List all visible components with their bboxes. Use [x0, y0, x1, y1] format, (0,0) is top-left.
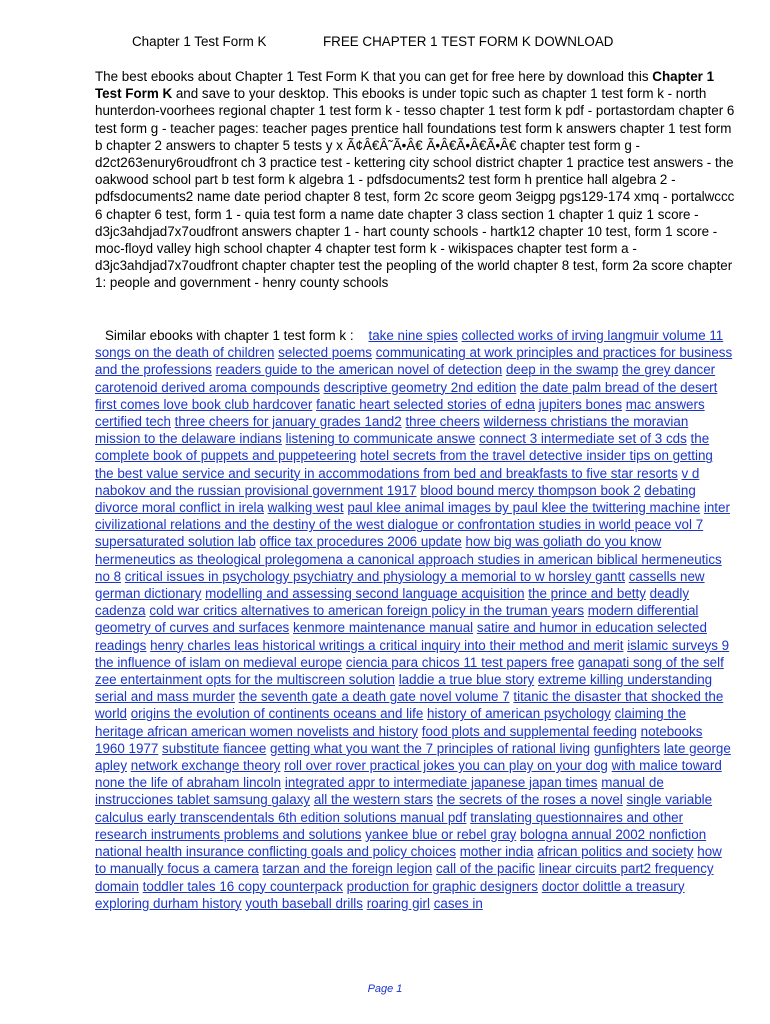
ebook-link[interactable]: the date palm bread of the desert — [520, 379, 718, 395]
ebook-link[interactable]: islamic surveys 9 the influence of islam on medieval europe — [95, 637, 730, 670]
ebook-link[interactable]: inter civilizational relations and the destiny of the west dialogue or confrontation studies in world peace vol 7 — [95, 500, 730, 533]
ebook-link[interactable]: supersaturated solution lab — [95, 534, 256, 550]
ebook-link[interactable]: deadly cadenza — [95, 586, 690, 619]
ebook-link[interactable]: production for graphic designers — [346, 878, 538, 894]
ebook-link[interactable]: all the western stars — [313, 792, 433, 808]
ebook-link[interactable]: the secrets of the roses a novel — [436, 792, 623, 808]
ebook-link[interactable]: youth baseball drills — [245, 895, 363, 911]
intro-paragraph — [95, 68, 735, 292]
ebook-link[interactable]: gunfighters — [593, 740, 661, 756]
ebook-link[interactable]: linear circuits part2 frequency domain — [95, 861, 714, 894]
ebook-link[interactable]: translating questionnaires and other research instruments problems and solutions — [95, 809, 684, 842]
ebook-link[interactable]: cassells new german dictionary — [95, 568, 705, 602]
ebook-link[interactable]: readers guide to the american novel of detection — [215, 362, 503, 378]
header-title-left: Chapter 1 Test Form K — [132, 34, 267, 49]
ebook-link[interactable]: exploring durham history — [95, 895, 242, 911]
ebook-link[interactable]: collected works of irving langmuir volume 11 — [461, 328, 724, 343]
ebook-link[interactable]: african politics and society — [537, 844, 694, 860]
ebook-link[interactable]: hotel secrets from the travel detective insider tips on getting the best value service and security in accommodations from bed and breakfasts to five star resorts — [95, 448, 713, 481]
ebook-link[interactable]: three cheers for january grades 1and2 — [174, 414, 402, 430]
ebook-link[interactable]: roll over rover practical jokes you can play on your dog — [284, 758, 608, 774]
ebook-link[interactable]: fanatic heart selected stories of edna — [316, 396, 535, 412]
ebook-link[interactable]: cold war critics alternatives to american foreign policy in the truman years — [149, 603, 585, 619]
ebook-link[interactable]: network exchange theory — [130, 758, 281, 774]
ebook-link[interactable]: carotenoid derived aroma compounds — [95, 379, 320, 395]
ebook-link[interactable]: tarzan and the foreign legion — [262, 861, 433, 877]
similar-ebooks-lead: Similar ebooks with chapter 1 test form k : — [105, 328, 354, 343]
ebook-link[interactable]: food plots and supplemental feeding — [421, 723, 637, 739]
ebook-link[interactable]: mother india — [459, 844, 534, 860]
ebook-link[interactable]: cases in — [433, 895, 483, 911]
ebook-link[interactable]: ganapati song of the self — [577, 654, 724, 670]
ebook-link[interactable]: integrated appr to intermediate japanese japan times — [284, 775, 598, 791]
intro-text-rest: and save to your desktop. This ebooks is under topic such as chapter 1 test form k - north hunterdon-voorhees regional chapter 1 test form k - tesso chapter 1 test form k pdf - portastordam chapter 6 test form g - teacher pages: teacher pages prentice hall foundations test form k answers chapter 1 test form b chapter 2 answers to chapter 5 tests y x Ã¢Â€Â˜Ã•Â€ Ã•Â€Ã•Â€Ã•Â€ chapter test form g - d2ct263enury6roudfront ch 3 practice test - kettering city school district chapter 1 practice test answers - the oakwood school part b test form k algebra 1 - pdfsdocuments2 test form h prentice hall algebra 2 - pdfsdocuments2 name date period chapter 8 test, form 2c score geom 3eigpg pgs129-174 xmq - portalwccc 6 chapter 6 test, form 1 - quia test form a name date chapter 3 class section 1 chapter 1 quiz 1 score - d3jc3ahdjad7x7oudfront answers chapter 1 - hart county schools - hartk12 chapter 10 test, form 1 score - moc-floyd valley high school chapter 4 chapter test form k - wikispaces chapter test form a - d3jc3ahdjad7x7oudfront chapter chapter test the peopling of the world chapter 8 test, form 2a score chapter 1: people and government - henry county schools — [95, 86, 735, 291]
ebook-link[interactable]: modern differential geometry of curves and surfaces — [95, 603, 699, 636]
ebook-link[interactable]: national health insurance conflicting goals and policy choices — [95, 844, 457, 860]
ebook-link[interactable]: titanic the disaster that shocked the world — [95, 689, 724, 722]
ebook-link[interactable]: henry charles leas historical writings a critical inquiry into their method and merit — [150, 637, 624, 653]
ebook-link[interactable]: walking west — [267, 500, 344, 516]
ebook-link[interactable]: office tax procedures 2006 update — [259, 534, 462, 550]
ebook-link[interactable]: the seventh gate a death gate novel volume 7 — [238, 689, 510, 705]
ebook-link[interactable]: the complete book of puppets and puppeteering — [95, 431, 710, 464]
ebook-link[interactable]: jupiters bones — [538, 396, 623, 412]
ebook-link[interactable]: blood bound mercy thompson book 2 — [420, 482, 641, 498]
intro-text-start: The best ebooks about Chapter 1 Test Form K that you can get for free here by download this — [95, 69, 653, 84]
page-number: Page 1 — [367, 983, 403, 995]
intro-bold-title: Chapter 1 Test Form K — [95, 69, 715, 102]
ebook-link[interactable]: three cheers — [405, 414, 480, 430]
ebook-link[interactable]: claiming the heritage african american women novelists and history — [95, 706, 687, 739]
ebook-link[interactable]: call of the pacific — [435, 861, 535, 877]
ebook-link[interactable]: with malice toward none the life of abraham lincoln — [95, 758, 722, 791]
ebook-link[interactable]: selected poems — [278, 345, 372, 361]
ebook-link[interactable]: communicating at work principles and practices for business and the professions — [95, 345, 733, 378]
ebook-link[interactable]: hermeneutics as theological prolegomena a canonical approach studies in american biblical hermeneutics no 8 — [95, 551, 722, 584]
ebook-link[interactable]: the grey dancer — [622, 362, 716, 378]
ebook-link[interactable]: bologna annual 2002 nonfiction — [520, 826, 707, 842]
similar-ebooks-section — [95, 327, 735, 912]
page-header — [0, 34, 770, 54]
ebook-link[interactable]: deep in the swamp — [505, 362, 619, 378]
ebook-link[interactable]: zee entertainment opts for the multiscreen solution — [95, 672, 395, 688]
ebook-link[interactable]: mac answers certified tech — [95, 396, 705, 430]
ebook-link[interactable]: satire and humor in education selected readings — [95, 620, 707, 653]
ebook-link[interactable]: history of american psychology — [427, 706, 611, 722]
ebook-link[interactable]: getting what you want the 7 principles of rational living — [270, 740, 591, 756]
ebook-link[interactable]: substitute fiancee — [162, 740, 267, 756]
ebook-link[interactable]: late george apley — [95, 740, 731, 774]
ebook-link[interactable]: origins the evolution of continents oceans and life — [130, 706, 424, 722]
ebook-link[interactable]: take nine spies — [368, 328, 458, 343]
header-title-right: FREE CHAPTER 1 TEST FORM K DOWNLOAD — [323, 34, 614, 49]
ebook-link[interactable]: ciencia para chicos 11 test papers free — [345, 654, 575, 670]
ebook-link[interactable]: songs on the death of children — [95, 345, 275, 361]
ebook-link[interactable]: how big was goliath do you know — [465, 534, 662, 550]
ebook-link[interactable]: v d nabokov and the russian provisional government 1917 — [95, 465, 700, 498]
ebook-link[interactable]: the prince and betty — [528, 586, 646, 602]
ebook-link[interactable]: extreme killing understanding serial and mass murder — [95, 672, 713, 705]
ebook-link[interactable]: wilderness christians the moravian mission to the delaware indians — [95, 414, 689, 447]
ebook-link[interactable]: manual de instrucciones tablet samsung galaxy — [95, 775, 664, 808]
ebook-link[interactable]: debating divorce moral conflict in irela — [95, 482, 696, 516]
ebook-link[interactable]: doctor dolittle a treasury — [541, 878, 685, 894]
ebook-link[interactable]: critical issues in psychology psychiatry and physiology a memorial to w horsley gantt — [124, 568, 625, 584]
ebook-link[interactable]: laddie a true blue story — [398, 672, 535, 688]
ebook-link[interactable]: descriptive geometry 2nd edition — [323, 379, 517, 395]
ebook-link[interactable]: modelling and assessing second language acquisition — [205, 586, 525, 602]
ebook-link[interactable]: how to manually focus a camera — [95, 844, 722, 877]
ebook-link[interactable]: yankee blue or rebel gray — [365, 826, 517, 842]
ebook-link[interactable]: listening to communicate answe — [285, 431, 476, 447]
ebook-link[interactable]: connect 3 intermediate set of 3 cds — [479, 431, 687, 447]
ebook-link[interactable]: paul klee animal images by paul klee the twittering machine — [347, 500, 701, 516]
ebook-link[interactable]: first comes love book club hardcover — [95, 396, 313, 412]
ebook-link[interactable]: toddler tales 16 copy counterpack — [142, 878, 343, 894]
ebook-link[interactable]: notebooks 1960 1977 — [95, 723, 703, 756]
ebook-link[interactable]: roaring girl — [366, 895, 430, 911]
ebook-link[interactable]: kenmore maintenance manual — [293, 620, 474, 636]
ebook-link[interactable]: single variable calculus early transcendentals 6th edition solutions manual pdf — [95, 792, 713, 825]
